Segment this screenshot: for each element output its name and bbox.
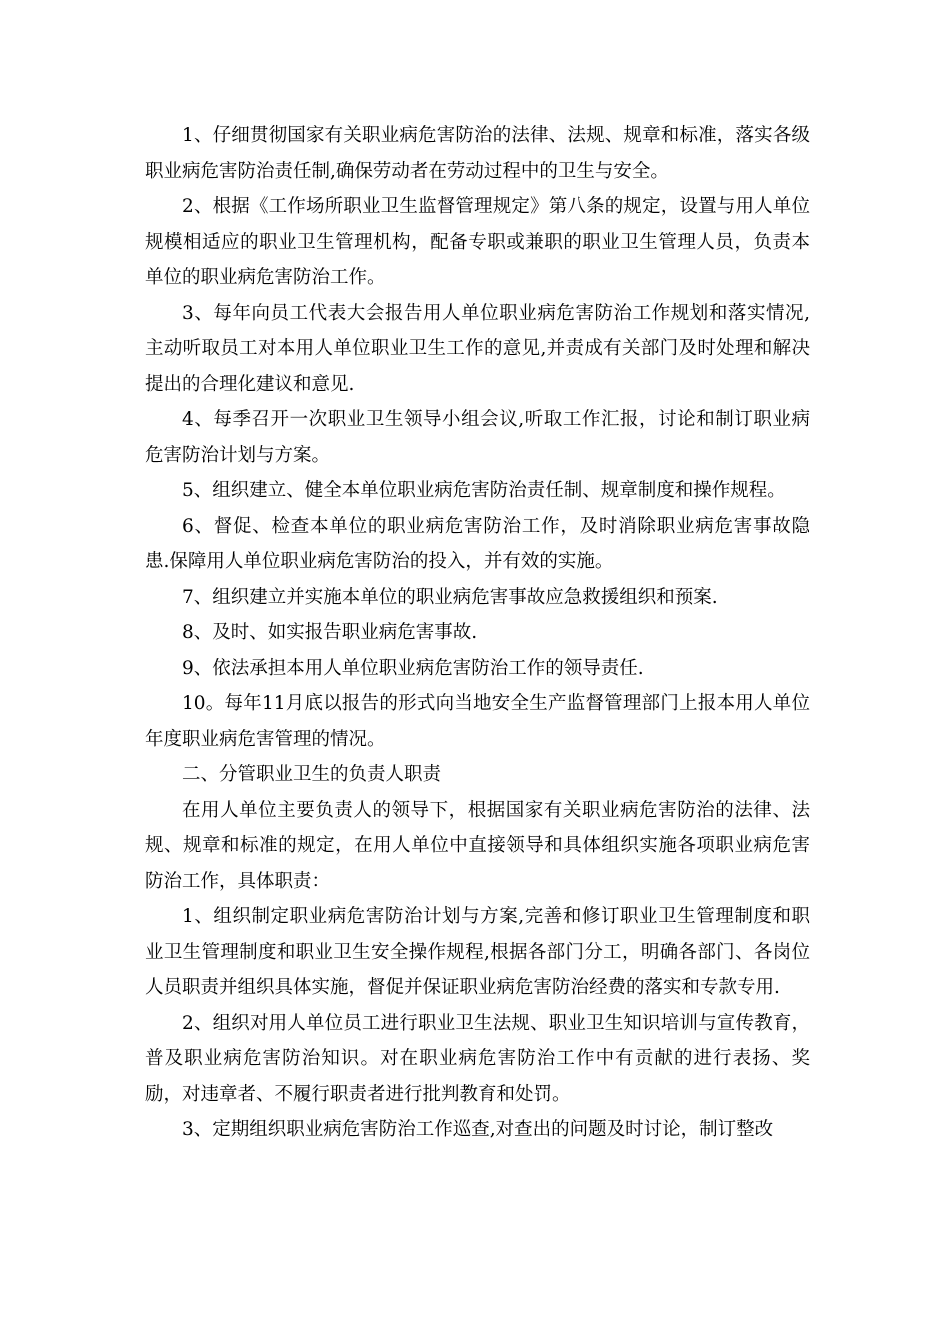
paragraph-duty-1: 1、仔细贯彻国家有关职业病危害防治的法律、法规、规章和标准，落实各级职业病危害防治责任制,确保劳动者在劳动过程中的卫生与安全。 [145, 125, 810, 182]
paragraph-section2-duty-3: 3、定期组织职业病危害防治工作巡查,对查出的问题及时讨论，制订整改 [182, 1119, 774, 1140]
paragraph-duty-8: 8、及时、如实报告职业病危害事故. [182, 622, 478, 643]
paragraph-section2-duty-1: 1、组织制定职业病危害防治计划与方案,完善和修订职业卫生管理制度和职业卫生管理制度和职业卫生安全操作规程,根据各部门分工，明确各部门、各岗位人员职责并组织具体实施，督促并保证职业病危害防治经费的落实和专款专用. [145, 906, 810, 998]
paragraph-duty-5: 5、组织建立、健全本单位职业病危害防治责任制、规章制度和操作规程。 [182, 480, 786, 501]
paragraph-duty-9: 9、依法承担本用人单位职业病危害防治工作的领导责任. [182, 657, 644, 679]
document-body [145, 118, 810, 1148]
section-heading: 二、分管职业卫生的负责人职责 [182, 764, 442, 785]
paragraph-duty-7: 7、组织建立并实施本单位的职业病危害事故应急救援组织和预案. [182, 586, 718, 608]
paragraph-section2-duty-2: 2、组织对用人单位员工进行职业卫生法规、职业卫生知识培训与宣传教育，普及职业病危害防治知识。对在职业病危害防治工作中有贡献的进行表扬、奖励，对违章者、不履行职责者进行批判教育和处罚。 [145, 1012, 810, 1105]
paragraph-duty-4: 4、每季召开一次职业卫生领导小组会议,听取工作汇报，讨论和制订职业病危害防治计划与方案。 [145, 409, 810, 466]
section-intro: 在用人单位主要负责人的领导下，根据国家有关职业病危害防治的法律、法规、规章和标准的规定，在用人单位中直接领导和具体组织实施各项职业病危害防治工作，具体职责： [145, 799, 810, 892]
paragraph-duty-3: 3、每年向员工代表大会报告用人单位职业病危害防治工作规划和落实情况,主动听取员工对本用人单位职业卫生工作的意见,并责成有关部门及时处理和解决提出的合理化建议和意见. [145, 302, 810, 395]
paragraph-duty-6: 6、督促、检查本单位的职业病危害防治工作，及时消除职业病危害事故隐患.保障用人单位职业病危害防治的投入，并有效的实施。 [145, 515, 810, 572]
paragraph-duty-2: 2、根据《工作场所职业卫生监督管理规定》第八条的规定，设置与用人单位规模相适应的职业卫生管理机构，配备专职或兼职的职业卫生管理人员，负责本单位的职业病危害防治工作。 [145, 196, 810, 288]
paragraph-duty-10: 10。每年11月底以报告的形式向当地安全生产监督管理部门上报本用人单位年度职业病危害管理的情况。 [145, 693, 810, 750]
